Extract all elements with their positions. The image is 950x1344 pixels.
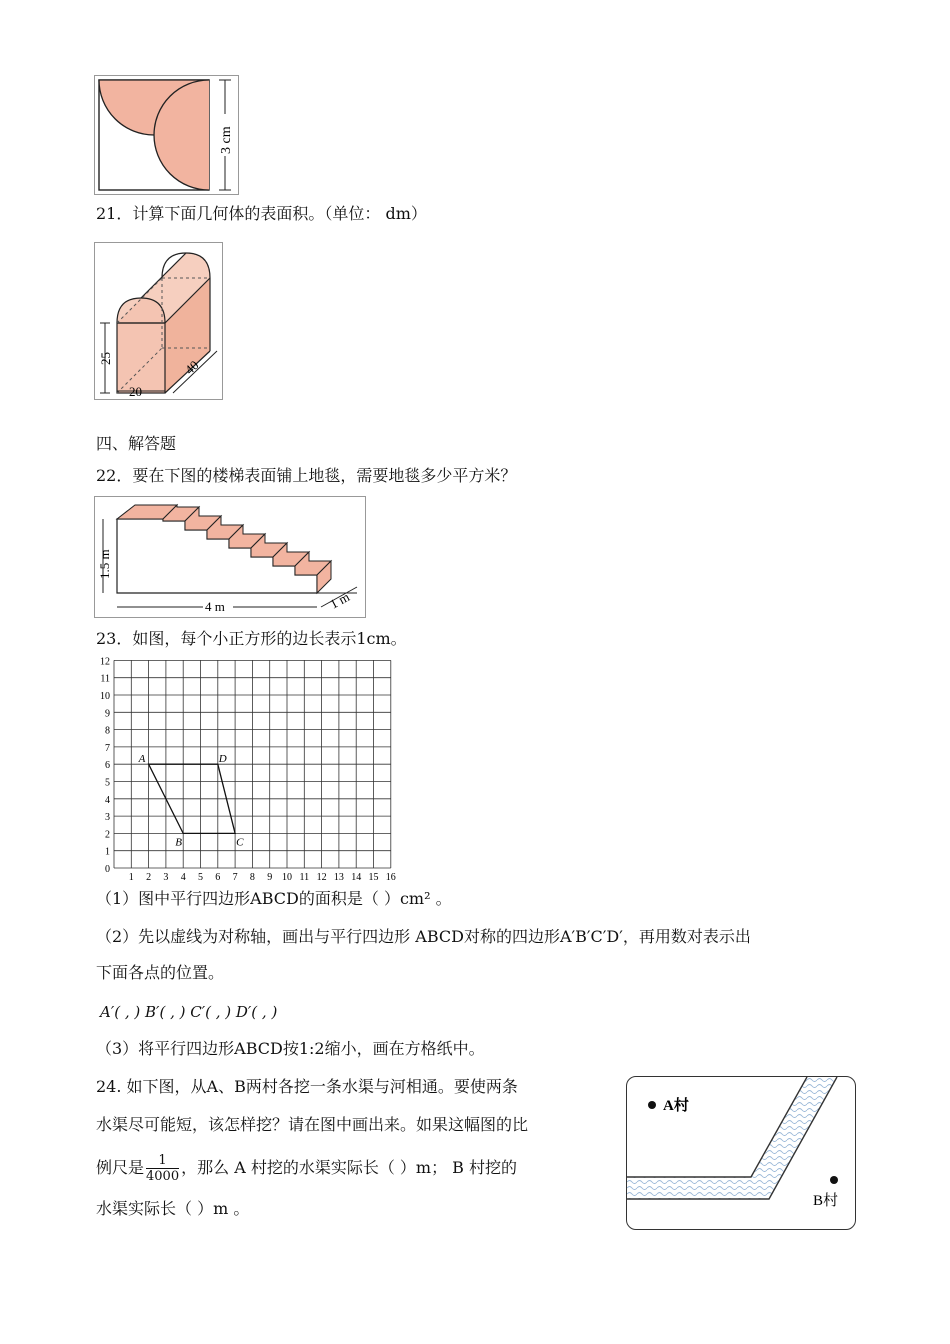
y-tick-label: 6 (105, 760, 110, 772)
y-tick-label: 2 (105, 829, 110, 841)
dimension-label: 3 cm (219, 126, 234, 154)
question-21: 21．计算下面几何体的表面积。（单位： dm） (96, 204, 427, 223)
y-tick-label: 0 (105, 864, 110, 875)
village-a-label: A村 (663, 1098, 689, 1114)
x-tick-label: 8 (249, 872, 255, 880)
x-tick-label: 1 (128, 872, 134, 880)
village-b-label: B村 (813, 1193, 839, 1209)
q23-sub3: （3）将平行四边形ABCD按1:2缩小，画在方格纸中。 (96, 1039, 485, 1058)
scale-fraction (146, 1153, 179, 1184)
length-label: 40 (181, 357, 202, 378)
q24-line3-suffix: ，那么 A 村挖的水渠实际长（ ）m； B 村挖的 (181, 1158, 518, 1177)
x-tick-label: 9 (267, 872, 273, 880)
q23-sub2-blanks: A′( , ) B′( , ) C′( , ) D′( , ) (100, 1003, 278, 1021)
staircase-figure (94, 496, 366, 618)
question-22: 22．要在下图的楼梯表面铺上地毯，需要地毯多少平方米？ (96, 466, 517, 485)
vertex-label-a: A (138, 753, 146, 766)
x-tick-label: 4 (180, 872, 186, 880)
x-tick-label: 7 (232, 872, 238, 880)
x-tick-label: 14 (351, 872, 362, 880)
village-a-dot (648, 1101, 656, 1109)
y-tick-label: 3 (105, 812, 110, 824)
grid-figure (94, 656, 404, 880)
vertex-label-b: B (175, 836, 182, 849)
q23-sub1: （1）图中平行四边形ABCD的面积是（ ）cm² 。 (96, 889, 452, 908)
x-tick-label: 2 (146, 872, 152, 880)
q24-line4: 水渠实际长（ ）m 。 (96, 1199, 250, 1218)
y-tick-label: 5 (105, 777, 110, 789)
height-label: 25 (98, 352, 113, 365)
scale-denominator: 4000 (146, 1169, 180, 1184)
semicircle-figure (94, 75, 239, 195)
x-tick-label: 12 (316, 872, 327, 880)
scale-numerator: 1 (146, 1153, 179, 1169)
solid-figure (94, 242, 223, 400)
question-23: 23．如图，每个小正方形的边长表示1cm。 (96, 629, 407, 648)
x-tick-label: 6 (215, 872, 221, 880)
x-tick-label: 16 (385, 872, 396, 880)
width-label: 1 m (327, 589, 352, 612)
y-tick-label: 10 (100, 691, 110, 702)
y-tick-label: 11 (100, 673, 110, 685)
width-label: 20 (129, 384, 142, 399)
q24-line3 (96, 1150, 517, 1186)
vertex-label-c: C (236, 836, 244, 849)
village-b-dot (830, 1176, 838, 1184)
y-tick-label: 8 (105, 725, 110, 737)
length-label: 4 m (205, 599, 225, 614)
q24-line3-prefix: 例尺是 (96, 1158, 145, 1177)
x-tick-label: 11 (299, 872, 310, 880)
x-tick-label: 15 (368, 872, 379, 880)
height-label: 1.5 m (97, 549, 112, 579)
river-map (626, 1076, 856, 1230)
y-tick-label: 9 (105, 708, 110, 720)
y-tick-label: 12 (100, 656, 110, 668)
q23-sub2-line2: 下面各点的位置。 (96, 963, 225, 982)
x-tick-label: 10 (282, 872, 292, 880)
y-tick-label: 7 (105, 742, 110, 754)
vertex-label-d: D (218, 753, 227, 766)
x-tick-label: 5 (198, 872, 203, 880)
q24-line2: 水渠尽可能短，该怎样挖？请在图中画出来。如果这幅图的比 (96, 1115, 529, 1134)
q23-sub2-line1: （2）先以虚线为对称轴，画出与平行四边形 ABCD对称的四边形A′B′C′D′，再用数对表示出 (96, 927, 751, 946)
y-tick-label: 4 (105, 794, 110, 806)
x-tick-label: 13 (333, 872, 344, 880)
q24-line1: 24. 如下图，从A、B两村各挖一条水渠与河相通。要使两条 (96, 1077, 518, 1096)
y-tick-label: 1 (105, 846, 110, 858)
section-title: 四、解答题 (96, 434, 177, 453)
x-tick-label: 3 (163, 872, 169, 880)
